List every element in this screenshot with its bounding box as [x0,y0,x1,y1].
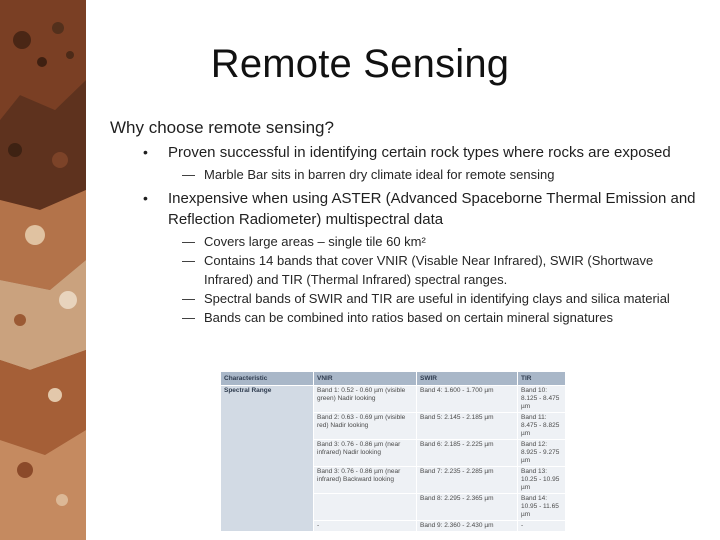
table-cell: Band 9: 2.360 - 2.430 µm [417,521,518,532]
slide-title: Remote Sensing [210,42,510,86]
sub-item-bands [110,251,700,289]
sub-item-ratios [110,308,700,327]
table-header: SWIR [417,372,518,386]
table-cell [314,494,417,521]
table-cell: Band 6: 2.185 - 2.225 µm [417,440,518,467]
table-header: TIR [518,372,566,386]
table-cell: Band 11: 8.475 - 8.825 µm [518,413,566,440]
table-cell: Band 10: 8.125 - 8.475 µm [518,386,566,413]
sub-text: Marble Bar sits in barren dry climate ideal for remote sensing [204,167,555,182]
sub-text: Contains 14 bands that cover VNIR (Visable Near Infrared), SWIR (Shortwave Infrared) and TIR (Thermal Infrared) spectral ranges. [204,253,654,287]
table-cell: Band 1: 0.52 - 0.60 µm (visible green) Nadir looking [314,386,417,413]
table-cell: Band 7: 2.235 - 2.285 µm [417,467,518,494]
table-cell: Band 3: 0.76 - 0.86 µm (near infrared) Backward looking [314,467,417,494]
aster-spectral-table [220,371,566,532]
bullet-icon: • [143,144,148,160]
bullet-text: Inexpensive when using ASTER (Advanced Spaceborne Thermal Emission and Reflection Radiometer) multispectral data [168,190,696,228]
slide-heading: Why choose remote sensing? [110,118,334,137]
table-header: Characteristic [221,372,314,386]
bullet-item-proven [110,142,700,163]
bullet-item-inexpensive [110,188,700,230]
sub-item-covers-area [110,232,700,251]
dash-icon: — [182,291,195,306]
table-cell: Band 8: 2.295 - 2.365 µm [417,494,518,521]
table-cell: Band 14: 10.95 - 11.65 µm [518,494,566,521]
sub-item-marble-bar [110,165,700,184]
bullet-text: Proven successful in identifying certain rock types where rocks are exposed [168,144,671,161]
table-header-row [221,372,566,386]
table-cell: - [518,521,566,532]
table-cell: Band 5: 2.145 - 2.185 µm [417,413,518,440]
table-cell: Band 4: 1.600 - 1.700 µm [417,386,518,413]
table-row [221,386,566,413]
dash-icon: — [182,167,195,182]
table-header: VNIR [314,372,417,386]
table-cell: - [314,521,417,532]
table-cell: Band 2: 0.63 - 0.69 µm (visible red) Nadir looking [314,413,417,440]
dash-icon: — [182,253,195,268]
bullet-icon: • [143,190,148,206]
table-cell: Band 3: 0.76 - 0.86 µm (near infrared) Nadir looking [314,440,417,467]
dash-icon: — [182,234,195,249]
dash-icon: — [182,310,195,325]
sub-text: Spectral bands of SWIR and TIR are useful in identifying clays and silica material [204,291,670,306]
table-cell: Band 13: 10.25 - 10.95 µm [518,467,566,494]
table-cell: Band 12: 8.925 - 9.275 µm [518,440,566,467]
sub-item-swir-tir [110,289,700,308]
sub-text: Bands can be combined into ratios based on certain mineral signatures [204,310,614,325]
sub-text: Covers large areas – single tile 60 km² [204,234,426,249]
slide-body [110,118,700,327]
table-row-label: Spectral Range [221,386,314,532]
